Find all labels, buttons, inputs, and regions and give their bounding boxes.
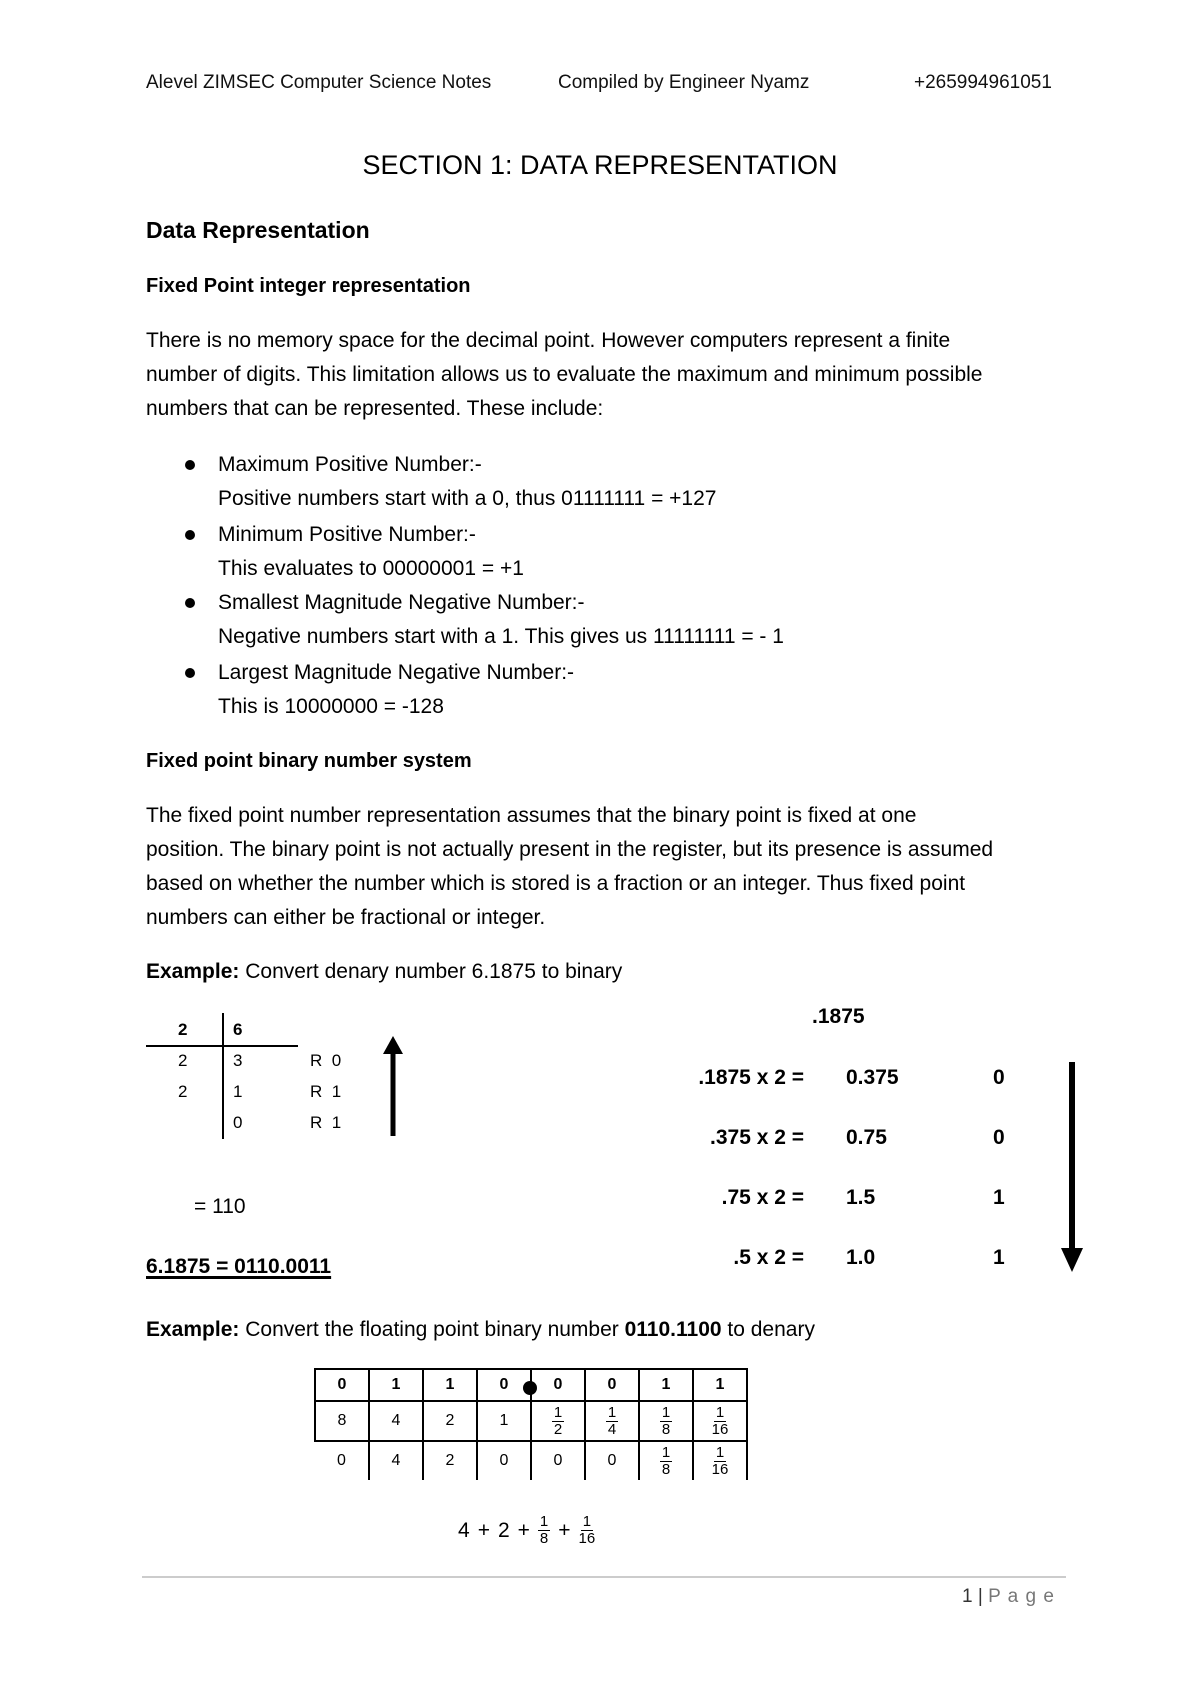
page-label: P a g e [988, 1586, 1055, 1607]
fraction [660, 1405, 672, 1438]
table-cell: 1 [639, 1369, 693, 1401]
bullet-detail: This evaluates to 00000001 = +1 [218, 557, 524, 580]
plus-sign: + [558, 1518, 571, 1542]
table-row-products [315, 1441, 747, 1480]
sum-term [538, 1514, 550, 1547]
paragraph-line: numbers can either be fractional or integer. [146, 906, 546, 929]
bullet-title: Maximum Positive Number:- [218, 453, 482, 476]
page-title: SECTION 1: DATA REPRESENTATION [362, 150, 838, 180]
example-1-text: Convert denary number 6.1875 to binary [245, 960, 623, 983]
table-cell: 4 [369, 1441, 423, 1480]
table-cell [585, 1401, 639, 1441]
bullet-detail: Negative numbers start with a 1. This gives us 11111111 = - 1 [218, 625, 784, 648]
divisor: 2 [178, 1020, 188, 1039]
example-2-text: Convert the floating point binary number [245, 1318, 625, 1341]
fraction-numerator: 1 [607, 1403, 617, 1421]
bullet-title: Smallest Magnitude Negative Number:- [218, 591, 585, 614]
subsection-heading-fixed-integer: Fixed Point integer representation [146, 275, 471, 297]
page-number: 1 [962, 1586, 973, 1607]
fraction-numerator: 1 [553, 1403, 563, 1421]
fraction-expr: .75 x 2 = [721, 1186, 804, 1209]
quotient: 3 [233, 1051, 243, 1070]
header-course: Alevel ZIMSEC Computer Science Notes [146, 72, 492, 93]
header-phone: +265994961051 [914, 72, 1052, 93]
table-cell [693, 1441, 747, 1480]
fraction-bit: 0 [993, 1126, 1005, 1149]
table-cell: 0 [531, 1369, 585, 1401]
paragraph-line: numbers that can be represented. These include: [146, 397, 604, 420]
fraction-numerator: 1 [715, 1403, 725, 1421]
paragraph-line: position. The binary point is not actually present in the register, but its presence is assumed [146, 838, 994, 861]
table-cell: 2 [423, 1441, 477, 1480]
fraction-denominator: 16 [578, 1530, 596, 1547]
arrow-down-icon [1058, 1062, 1086, 1272]
sum-term: 4 [458, 1518, 470, 1542]
example-1-prompt [146, 955, 622, 989]
table-cell: 0 [477, 1441, 531, 1480]
fraction-bit: 1 [993, 1246, 1005, 1269]
table-cell: 0 [531, 1441, 585, 1480]
bullet-icon [185, 530, 195, 540]
fraction [552, 1405, 564, 1438]
sum-expression [458, 1514, 595, 1547]
example-2-text-after: to denary [721, 1318, 815, 1341]
bullet-detail: This is 10000000 = -128 [218, 695, 444, 718]
example-label: Example: [146, 960, 240, 983]
bullet-title: Largest Magnitude Negative Number:- [218, 661, 575, 684]
fraction-value: 0.75 [846, 1126, 887, 1149]
paragraph-line: There is no memory space for the decimal point. However computers represent a finite [146, 329, 951, 352]
fraction-value: 1.5 [846, 1186, 876, 1209]
fraction-denominator: 16 [711, 1460, 729, 1478]
fraction-denominator: 8 [661, 1460, 671, 1478]
table-cell: 2 [423, 1401, 477, 1441]
example-2-prompt [146, 1313, 815, 1347]
table-cell: 0 [585, 1441, 639, 1480]
dividend: 6 [233, 1020, 243, 1039]
fraction-numerator: 1 [715, 1443, 725, 1461]
fraction-bit: 1 [993, 1186, 1005, 1209]
quotient: 1 [233, 1082, 243, 1101]
table-cell: 1 [693, 1369, 747, 1401]
quotient: 0 [233, 1113, 243, 1132]
bullet-title: Minimum Positive Number:- [218, 523, 476, 546]
table-cell: 8 [315, 1401, 369, 1441]
fraction-value: 0.375 [846, 1066, 899, 1089]
fraction [660, 1445, 672, 1478]
table-cell: 0 [585, 1369, 639, 1401]
fraction [579, 1514, 596, 1547]
subsection-heading-fixed-binary: Fixed point binary number system [146, 750, 472, 772]
remainder: R 0 [310, 1051, 342, 1070]
fraction-expr: .1875 x 2 = [698, 1066, 804, 1089]
example-2-number: 0110.1100 [624, 1318, 722, 1341]
fraction-denominator: 2 [553, 1420, 563, 1438]
paragraph-line: based on whether the number which is stored is a fraction or an integer. Thus fixed point [146, 872, 966, 895]
fraction-numerator: 1 [661, 1403, 671, 1421]
fraction [606, 1405, 618, 1438]
bullet-detail: Positive numbers start with a 0, thus 01111111 = +127 [218, 487, 717, 510]
fraction-denominator: 16 [711, 1420, 729, 1438]
table-cell [639, 1401, 693, 1441]
fraction-numerator: 1 [582, 1513, 592, 1530]
example-label: Example: [146, 1318, 240, 1341]
fraction-denominator: 8 [539, 1530, 549, 1547]
binary-point-icon [523, 1381, 537, 1395]
table-cell: 0 [315, 1369, 369, 1401]
fraction-start: .1875 [812, 1005, 865, 1028]
paragraph-line: number of digits. This limitation allows us to evaluate the maximum and minimum possible [146, 363, 983, 386]
table-cell: 1 [423, 1369, 477, 1401]
footer-page [962, 1586, 1055, 1608]
arrow-up-icon [380, 1036, 406, 1138]
table-cell [693, 1401, 747, 1441]
fraction-denominator: 4 [607, 1420, 617, 1438]
fraction-expr: .5 x 2 = [733, 1246, 804, 1269]
division-horizontal-rule [146, 1045, 298, 1047]
table-row-place-values [315, 1401, 747, 1441]
bullet-icon [185, 598, 195, 608]
fraction-value: 1.0 [846, 1246, 876, 1269]
fraction [712, 1405, 729, 1438]
table-cell: 0 [315, 1441, 369, 1480]
divisor: 2 [178, 1051, 188, 1070]
fraction-bit: 0 [993, 1066, 1005, 1089]
fraction-expr: .375 x 2 = [710, 1126, 804, 1149]
remainder: R 1 [310, 1113, 342, 1132]
division-result: = 110 [194, 1195, 246, 1218]
header-author: Compiled by Engineer Nyamz [558, 72, 810, 93]
page-separator: | [977, 1586, 983, 1607]
table-cell: 4 [369, 1401, 423, 1441]
fraction [538, 1514, 550, 1547]
sum-term [579, 1514, 596, 1547]
table-cell: 1 [477, 1401, 531, 1441]
plus-sign: + [517, 1518, 530, 1542]
footer-rule [142, 1576, 1066, 1578]
bullet-icon [185, 668, 195, 678]
fraction-denominator: 8 [661, 1420, 671, 1438]
paragraph-line: The fixed point number representation assumes that the binary point is fixed at one [146, 804, 917, 827]
fraction [712, 1445, 729, 1478]
fraction-numerator: 1 [661, 1443, 671, 1461]
division-vertical-rule [222, 1013, 224, 1139]
table-cell [639, 1441, 693, 1480]
example-1-answer: 6.1875 = 0110.0011 [146, 1255, 332, 1278]
table-cell [531, 1401, 585, 1441]
fraction-numerator: 1 [539, 1513, 549, 1530]
table-cell: 0 [477, 1369, 531, 1401]
divisor: 2 [178, 1082, 188, 1101]
remainder: R 1 [310, 1082, 342, 1101]
plus-sign: + [477, 1518, 490, 1542]
section-heading: Data Representation [146, 217, 370, 243]
bullet-icon [185, 460, 195, 470]
sum-term: 2 [497, 1518, 510, 1542]
table-cell: 1 [369, 1369, 423, 1401]
